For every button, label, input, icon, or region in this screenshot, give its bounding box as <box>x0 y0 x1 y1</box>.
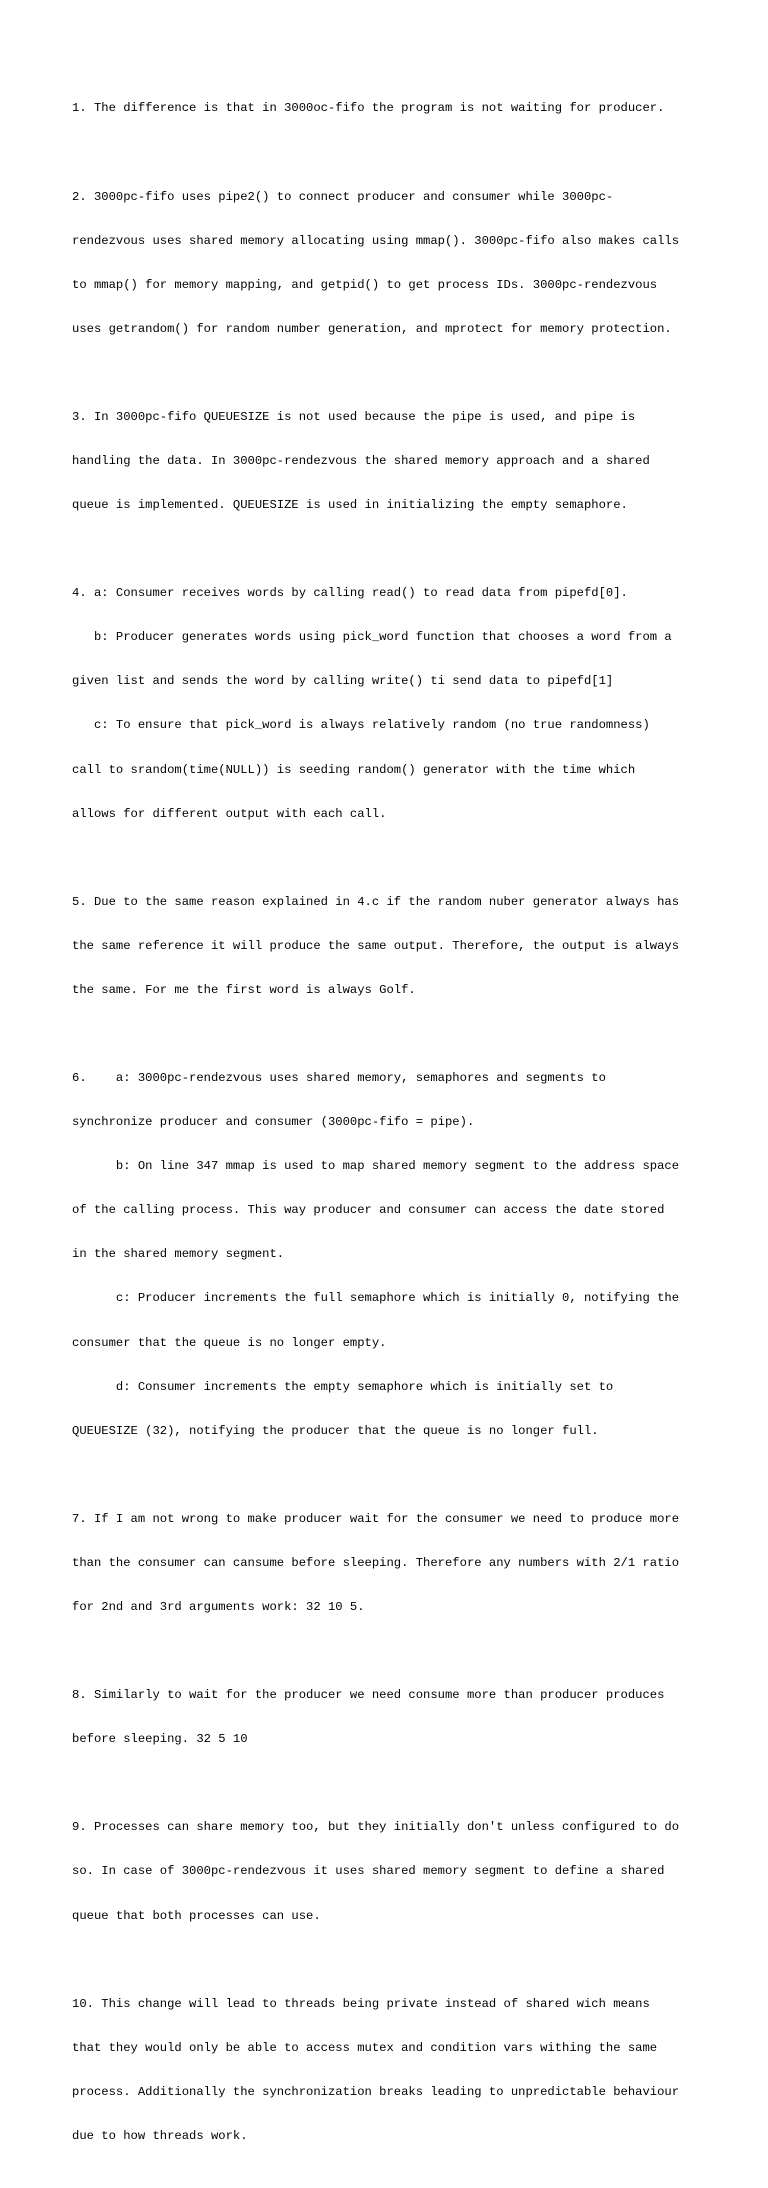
answer-4 <box>72 557 712 851</box>
text-line: synchronize producer and consumer (3000pc-fifo = pipe). <box>72 1115 475 1130</box>
answer-5 <box>72 865 712 1027</box>
text-line: 2. 3000pc-fifo uses pipe2() to connect producer and consumer while 3000pc- <box>72 189 614 204</box>
text-line: b: On line 347 mmap is used to map shared memory segment to the address space <box>72 1159 680 1174</box>
text-line: for 2nd and 3rd arguments work: 32 10 5. <box>72 1600 365 1615</box>
text-line: 6. a: 3000pc-rendezvous uses shared memory, semaphores and segments to <box>72 1071 606 1085</box>
answer-10 <box>72 1967 712 2173</box>
text-line: 1. The difference is that in 3000oc-fifo the program is not waiting for producer. <box>72 101 665 116</box>
text-line: queue that both processes can use. <box>72 1908 321 1923</box>
text-line: in the shared memory segment. <box>72 1247 285 1262</box>
text-line: QUEUESIZE (32), notifying the producer that the queue is no longer full. <box>72 1423 599 1438</box>
text-line: rendezvous uses shared memory allocating using mmap(). 3000pc-fifo also makes calls <box>72 233 680 248</box>
answer-2 <box>72 160 712 366</box>
text-line: 9. Processes can share memory too, but they initially don't unless configured to do <box>72 1820 680 1835</box>
text-line: 5. Due to the same reason explained in 4.c if the random nuber generator always has <box>72 894 680 909</box>
text-line: c: Producer increments the full semaphore which is initially 0, notifying the <box>72 1291 680 1306</box>
answer-9 <box>72 1791 712 1953</box>
text-line: the same reference it will produce the same output. Therefore, the output is always <box>72 938 680 953</box>
answer-3 <box>72 380 712 542</box>
text-line: queue is implemented. QUEUESIZE is used in initializing the empty semaphore. <box>72 498 628 513</box>
text-line: 3. In 3000pc-fifo QUEUESIZE is not used because the pipe is used, and pipe is <box>72 409 636 424</box>
text-line: call to srandom(time(NULL)) is seeding random() generator with the time which <box>72 762 636 777</box>
text-line: c: To ensure that pick_word is always relatively random (no true randomness) <box>72 718 650 733</box>
text-line: to mmap() for memory mapping, and getpid() to get process IDs. 3000pc-rendezvous <box>72 277 658 292</box>
text-line: 4. a: Consumer receives words by calling read() to read data from pipefd[0]. <box>72 586 628 601</box>
text-line: 10. This change will lead to threads being private instead of shared wich means <box>72 1996 650 2011</box>
text-line: so. In case of 3000pc-rendezvous it uses shared memory segment to define a shared <box>72 1864 665 1879</box>
text-line: than the consumer can cansume before sleeping. Therefore any numbers with 2/1 ratio <box>72 1555 680 1570</box>
document-page <box>72 72 712 2188</box>
answer-7 <box>72 1482 712 1644</box>
text-line: d: Consumer increments the empty semaphore which is initially set to <box>72 1379 614 1394</box>
text-line: 8. Similarly to wait for the producer we need consume more than producer produces <box>72 1688 665 1703</box>
answer-6 <box>72 1042 712 1468</box>
text-line: process. Additionally the synchronization breaks leading to unpredictable behaviour <box>72 2084 680 2099</box>
text-line: handling the data. In 3000pc-rendezvous the shared memory approach and a shared <box>72 453 650 468</box>
text-line: of the calling process. This way producer and consumer can access the date stored <box>72 1203 665 1218</box>
text-line: the same. For me the first word is always Golf. <box>72 982 416 997</box>
text-line: consumer that the queue is no longer empty. <box>72 1335 387 1350</box>
text-line: before sleeping. 32 5 10 <box>72 1732 248 1747</box>
text-line: 7. If I am not wrong to make producer wait for the consumer we need to produce more <box>72 1511 680 1526</box>
text-line: uses getrandom() for random number generation, and mprotect for memory protection. <box>72 321 672 336</box>
text-line: given list and sends the word by calling write() ti send data to pipefd[1] <box>72 674 614 689</box>
text-line: that they would only be able to access mutex and condition vars withing the same <box>72 2040 658 2055</box>
text-line: due to how threads work. <box>72 2128 248 2143</box>
text-line: allows for different output with each call. <box>72 806 387 821</box>
answer-1 <box>72 72 712 146</box>
text-line: b: Producer generates words using pick_word function that chooses a word from a <box>72 630 672 645</box>
answer-8 <box>72 1659 712 1777</box>
